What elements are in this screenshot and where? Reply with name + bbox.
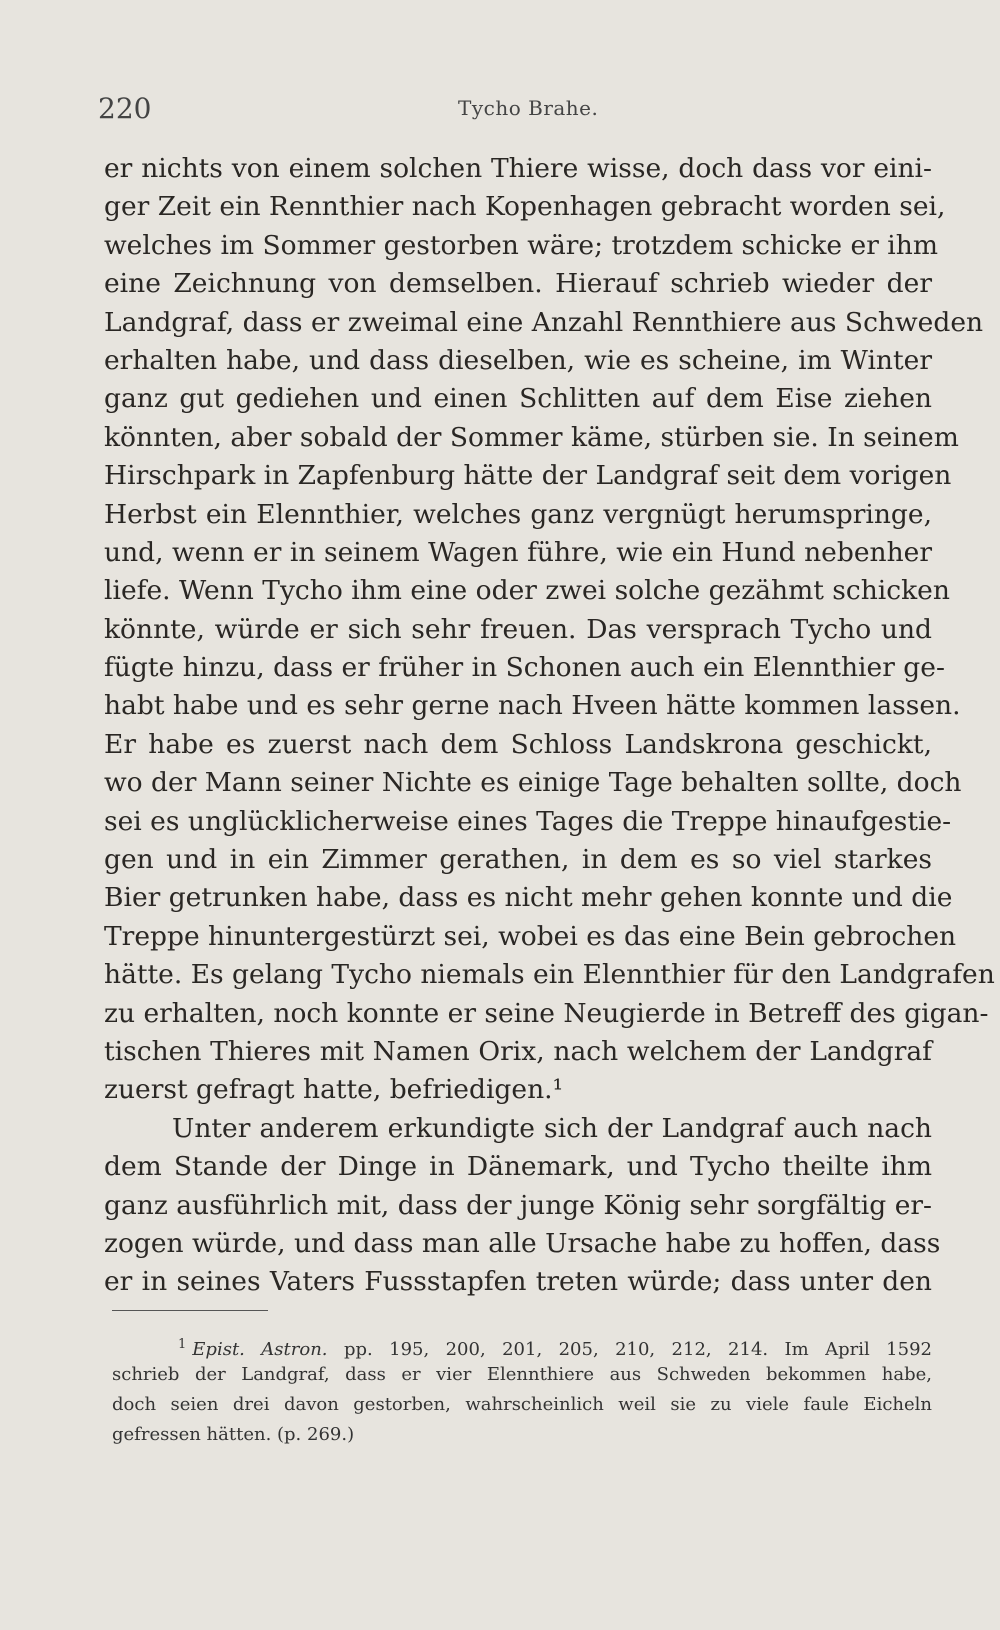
footnote-line [112,1330,932,1360]
text-line: eine Zeichnung von demselben. Hierauf schrieb wieder der [104,268,932,300]
text-line: könnte, würde er sich sehr freuen. Das versprach Tycho und [104,613,932,645]
text-line: habt habe und es sehr gerne nach Hveen hätte kommen lassen. [104,690,961,722]
footnote-text: pp. 195, 200, 201, 205, 210, 212, 214. Im April 1592 [327,1339,932,1360]
text-line: welches im Sommer gestorben wäre; trotzdem schicke er ihm [104,229,938,261]
text-line: ganz gut gediehen und einen Schlitten auf dem Eise ziehen [104,383,932,415]
text-line: hätte. Es gelang Tycho niemals ein Elennthier für den Landgrafen [104,959,995,991]
footnote-line: doch seien drei davon gestorben, wahrscheinlich weil sie zu viele faule Eicheln [112,1394,932,1415]
footnote-marker: 1 [178,1337,187,1352]
text-line: zuerst gefragt hatte, befriedigen.¹ [104,1074,564,1106]
text-line: sei es unglücklicherweise eines Tages die Treppe hinaufgestie- [104,805,952,837]
page-header [98,92,932,128]
footnote-line: gefressen hätten. (p. 269.) [112,1424,355,1445]
text-line: er nichts von einem solchen Thiere wisse, doch dass vor eini- [104,153,932,184]
page-number: 220 [98,92,152,125]
text-line: Herbst ein Elennthier, welches ganz vergnügt herumspringe, [104,498,932,530]
text-line: Er habe es zuerst nach dem Schloss Landskrona geschickt, [104,728,932,760]
text-line: ger Zeit ein Rennthier nach Kopenhagen gebracht worden sei, [104,191,946,223]
text-line: wo der Mann seiner Nichte es einige Tage behalten sollte, doch [104,767,962,799]
text-line: könnten, aber sobald der Sommer käme, stürben sie. In seinem [104,421,959,453]
footnote [112,1330,932,1450]
footnote-reference: Epist. Astron. [192,1339,328,1360]
text-line: und, wenn er in seinem Wagen führe, wie ein Hund nebenher [104,536,932,568]
text-line: dem Stande der Dinge in Dänemark, und Tycho theilte ihm [104,1151,932,1183]
text-line: Hirschpark in Zapfenburg hätte der Landgraf seit dem vorigen [104,460,952,492]
text-line: zu erhalten, noch konnte er seine Neugierde in Betreff des gigan- [104,997,989,1029]
paragraph-start-line: Unter anderem erkundigte sich der Landgraf auch nach [172,1112,932,1144]
footnote-line: schrieb der Landgraf, dass er vier Elennthiere aus Schweden bekommen habe, [112,1364,932,1385]
text-line: er in seines Vaters Fussstapfen treten würde; dass unter den [104,1266,932,1298]
text-line: Landgraf, dass er zweimal eine Anzahl Rennthiere aus Schweden [104,306,984,338]
text-line: tischen Thieres mit Namen Orix, nach welchem der Landgraf [104,1035,932,1067]
text-line: gen und in ein Zimmer gerathen, in dem es so viel starkes [104,844,932,876]
text-line: liefe. Wenn Tycho ihm eine oder zwei solche gezähmt schicken [104,575,950,607]
text-line: Treppe hinuntergestürzt sei, wobei es das eine Bein gebrochen [104,920,957,952]
running-head: Tycho Brahe. [458,96,599,120]
text-line: erhalten habe, und dass dieselben, wie es scheine, im Winter [104,344,932,376]
text-line: fügte hinzu, dass er früher in Schonen auch ein Elennthier ge- [104,652,945,684]
text-line: Bier getrunken habe, dass es nicht mehr gehen konnte und die [104,882,953,914]
footnote-divider [112,1310,268,1311]
body-text [104,150,995,1302]
text-line: ganz ausführlich mit, dass der junge König sehr sorgfältig er- [104,1189,932,1221]
text-line: zogen würde, und dass man alle Ursache habe zu hoffen, dass [104,1227,941,1259]
